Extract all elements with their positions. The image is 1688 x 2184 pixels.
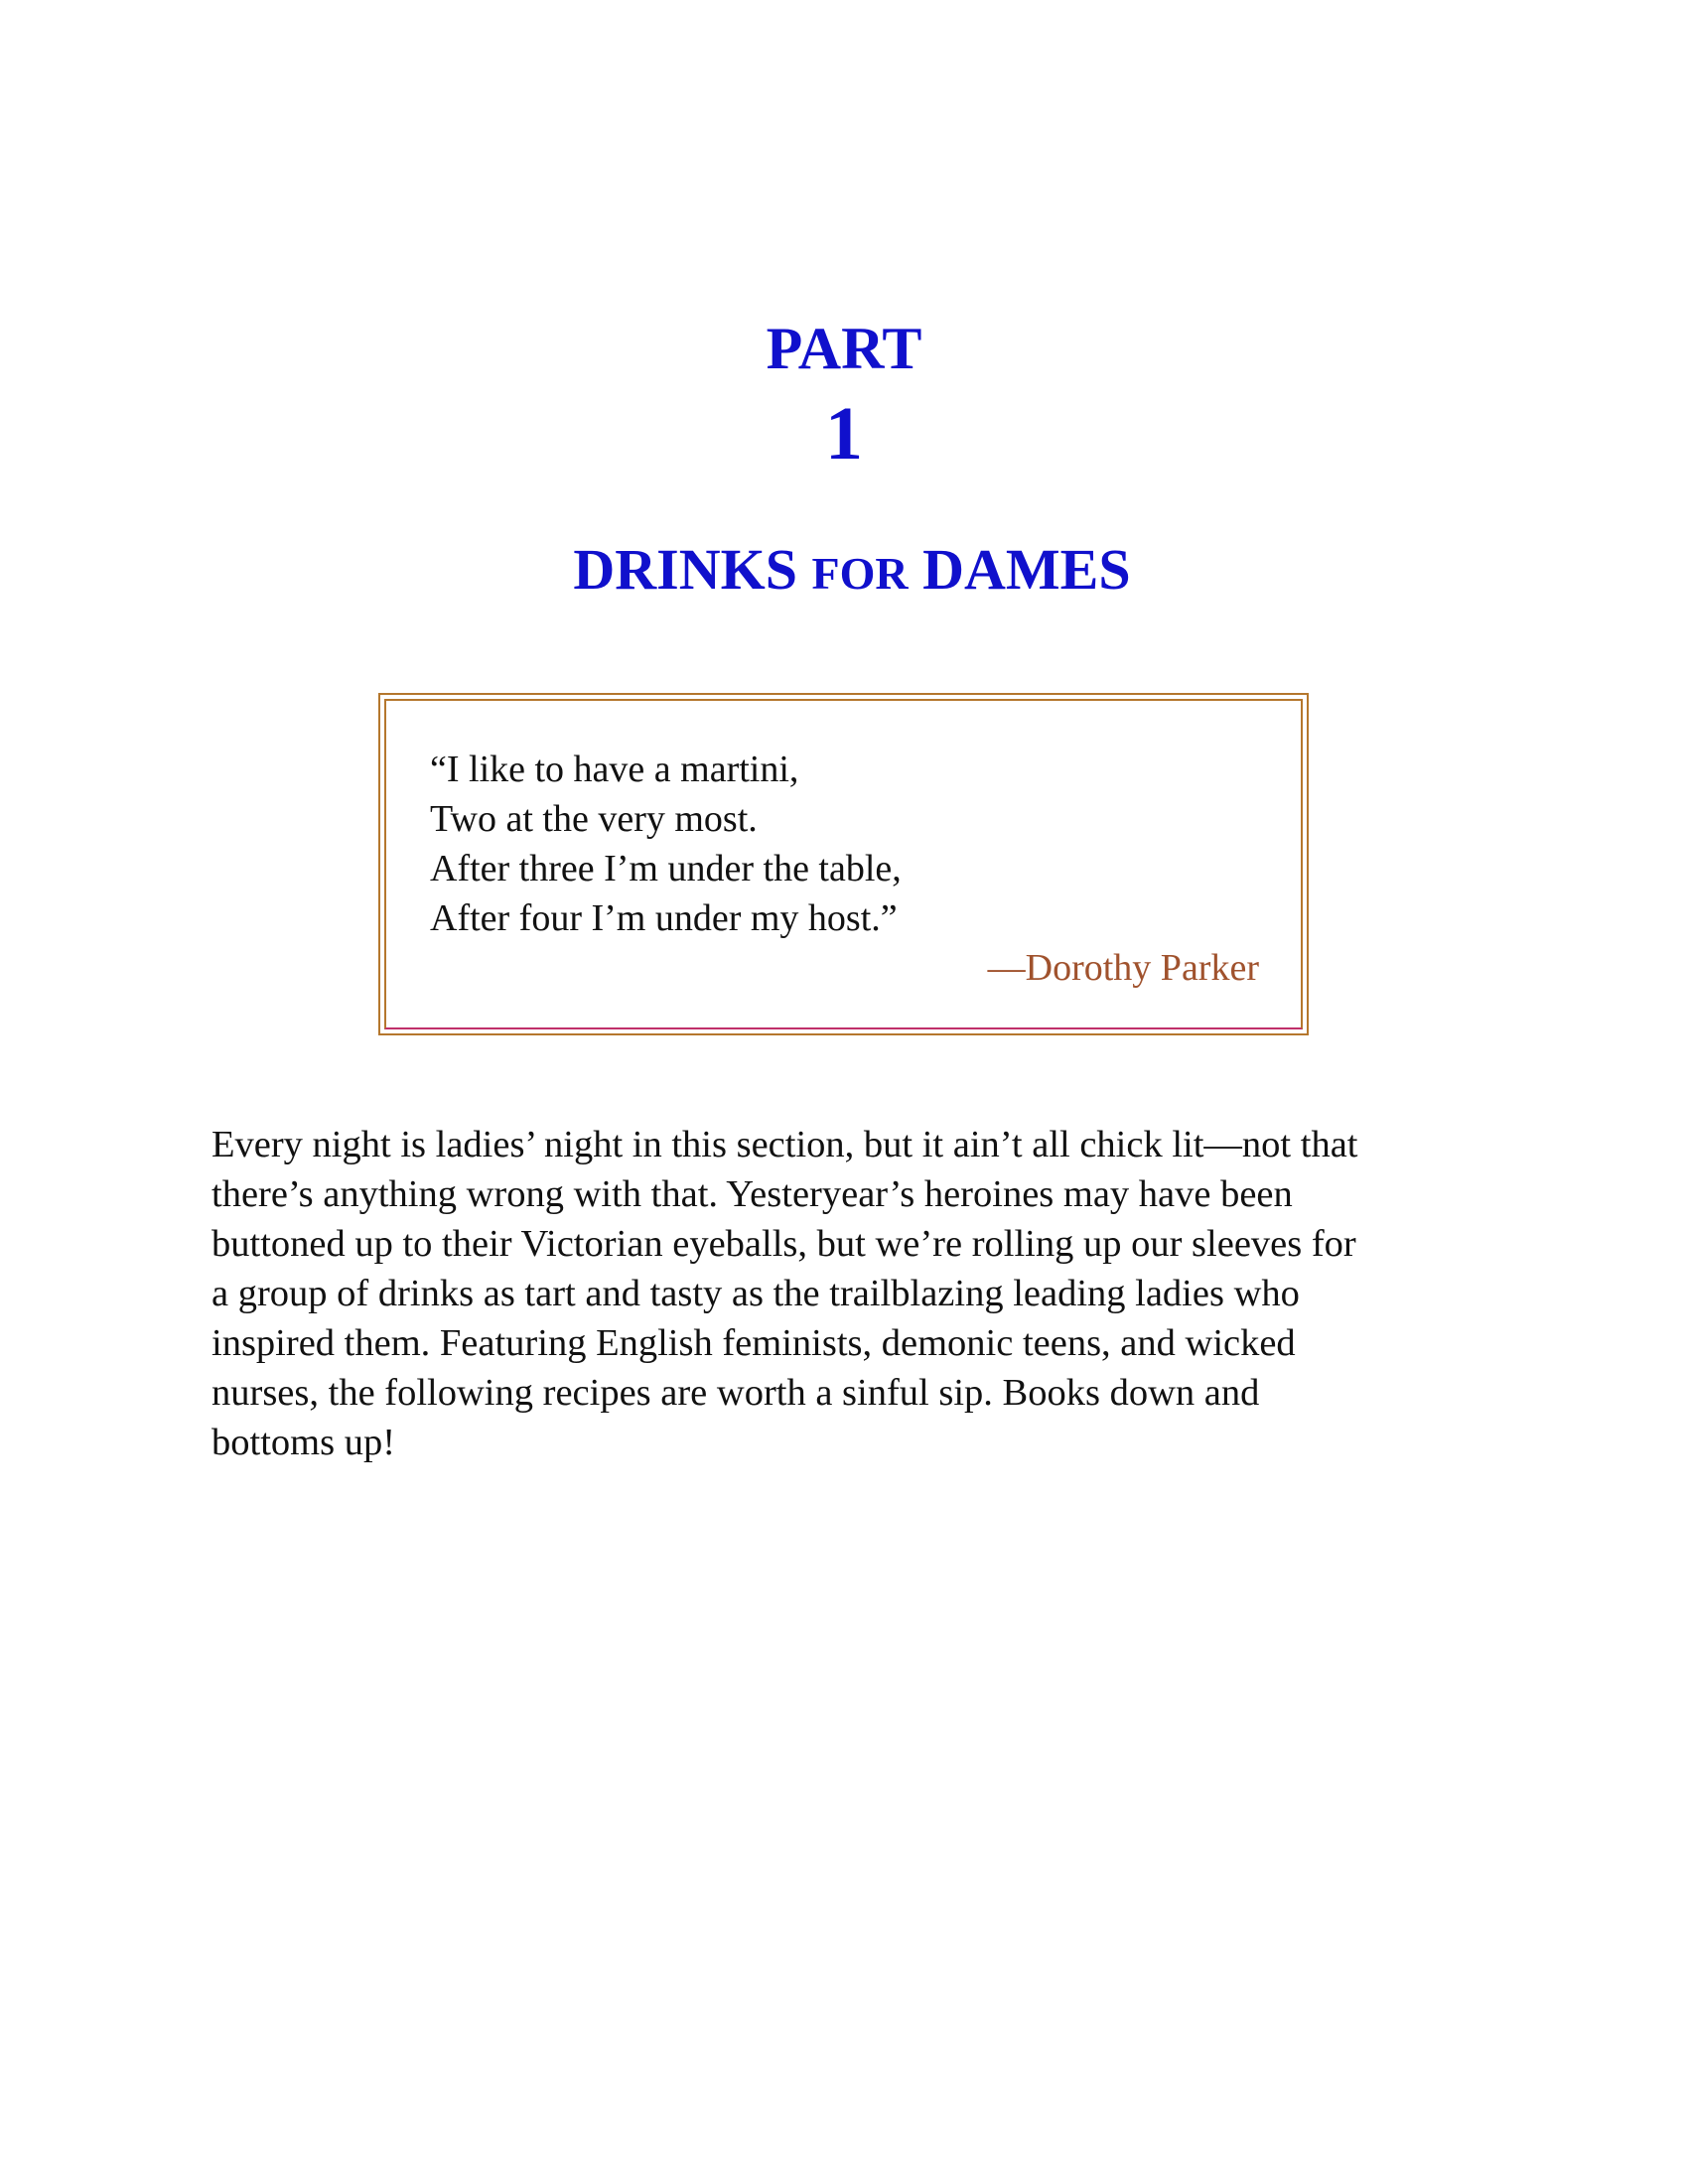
title-word-drinks: DRINKS — [573, 537, 798, 602]
part-label: PART — [766, 316, 922, 381]
part-number: 1 — [825, 392, 863, 476]
title-word-for: FOR — [811, 548, 909, 599]
paragraph-line: nurses, the following recipes are worth a sinful sip. Books down and — [211, 1372, 1260, 1414]
paragraph-line: buttoned up to their Victorian eyeballs, but we’re rolling up our sleeves for — [211, 1223, 1356, 1265]
epigraph-line: After three I’m under the table, — [430, 848, 902, 889]
paragraph-line: inspired them. Featuring English feminists, demonic teens, and wicked — [211, 1322, 1296, 1364]
epigraph-line: “I like to have a martini, — [430, 749, 799, 790]
paragraph-line: a group of drinks as tart and tasty as the trailblazing leading ladies who — [211, 1273, 1300, 1314]
epigraph-line: Two at the very most. — [430, 798, 758, 840]
epigraph-quote — [430, 745, 902, 943]
paragraph-line: there’s anything wrong with that. Yesteryear’s heroines may have been — [211, 1173, 1293, 1215]
epigraph-line: After four I’m under my host.” — [430, 897, 898, 939]
intro-paragraph — [211, 1120, 1482, 1467]
epigraph-inner-frame — [384, 699, 1303, 1029]
part-title — [0, 537, 1688, 607]
paragraph-line: bottoms up! — [211, 1422, 396, 1463]
epigraph-box — [378, 693, 1309, 1035]
epigraph-attribution: —Dorothy Parker — [987, 947, 1259, 989]
paragraph-line: Every night is ladies’ night in this section, but it ain’t all chick lit—not that — [211, 1124, 1358, 1165]
title-word-dames: DAMES — [922, 537, 1131, 602]
